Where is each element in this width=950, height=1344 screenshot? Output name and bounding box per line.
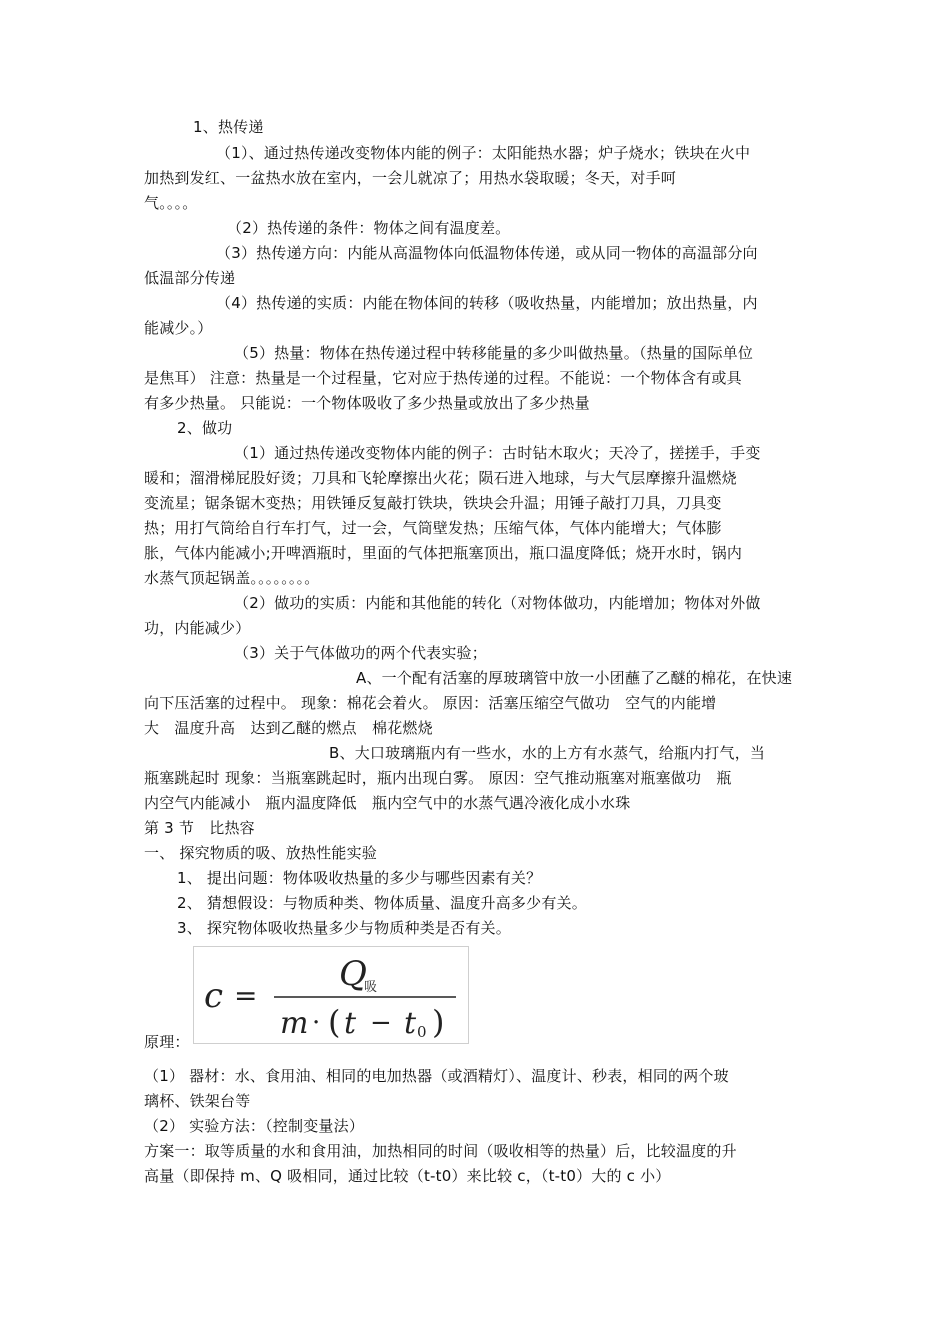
formula-numerator-sub: 吸 <box>364 980 378 995</box>
text-line: 低温部分传递 <box>144 269 236 287</box>
formula-den-minus: − <box>370 1008 392 1038</box>
formula-den-t0: t <box>404 1006 417 1041</box>
text-line: （2）做功的实质：内能和其他能的转化（对物体做功，内能增加；物体对外做 <box>234 594 761 612</box>
formula-numerator: Q <box>339 954 367 994</box>
text-line: 加热到发红、一盆热水放在室内，一会儿就凉了；用热水袋取暖；冬天，对手呵 <box>144 169 677 187</box>
text-line: 胀，气体内能减小;开啤酒瓶时，里面的气体把瓶塞顶出，瓶口温度降低；烧开水时，锅内 <box>144 544 743 562</box>
text-line: （1）、通过热传递改变物体内能的例子：太阳能热水器；炉子烧水；铁块在火中 <box>216 144 751 162</box>
formula-image <box>193 946 469 1044</box>
text-line: （3）关于气体做功的两个代表实验； <box>234 644 487 662</box>
text-line: 是焦耳） 注意：热量是一个过程量，它对应于热传递的过程。不能说：一个物体含有或具 <box>144 369 742 387</box>
text-line: 大 温度升高 达到乙醚的燃点 棉花燃烧 <box>144 719 433 737</box>
text-line: 气。。。。 <box>144 194 198 212</box>
text-line: （2）热传递的条件：物体之间有温度差。 <box>227 219 511 237</box>
text-line: B、大口玻璃瓶内有一些水，水的上方有水蒸气，给瓶内打气，当 <box>329 744 766 762</box>
text-line: （1） 器材：水、食用油、相同的电加热器（或酒精灯）、温度计、秒表，相同的两个玻 <box>144 1067 729 1085</box>
text-line: 功，内能减少） <box>144 619 251 637</box>
formula-den-open-paren: ( <box>328 1003 341 1041</box>
formula-den-close-paren: ) <box>432 1003 445 1041</box>
text-line: 2、 猜想假设：与物质种类、物体质量、温度升高多少有关。 <box>177 894 587 912</box>
text-line: 能减少。） <box>144 319 213 337</box>
text-line: 原理： <box>144 1033 190 1051</box>
text-line: 变流星；锯条锯木变热；用铁锤反复敲打铁块，铁块会升温；用锤子敲打刀具，刀具变 <box>144 494 722 512</box>
formula-den-dot: · <box>312 1008 321 1038</box>
text-line: 方案一：取等质量的水和食用油，加热相同的时间（吸收相等的热量）后，比较温度的升 <box>144 1142 737 1160</box>
text-line: （5）热量：物体在热传递过程中转移能量的多少叫做热量。（热量的国际单位 <box>234 344 754 362</box>
section-heading: 第 3 节 比热容 <box>144 819 255 837</box>
text-line: （2） 实验方法：（控制变量法） <box>144 1117 365 1135</box>
text-line: 高量（即保持 m、Q 吸相同，通过比较（t-t0）来比较 c，（t-t0）大的 c 小） <box>144 1167 671 1185</box>
text-line: （1）通过热传递改变物体内能的例子：古时钻木取火；天冷了，搓搓手，手变 <box>234 444 761 462</box>
text-line: （4）热传递的实质：内能在物体间的转移（吸收热量，内能增加；放出热量，内 <box>216 294 758 312</box>
text-line: 内空气内能减小 瓶内温度降低 瓶内空气中的水蒸气遇冷液化成小水珠 <box>144 794 631 812</box>
text-line: 向下压活塞的过程中。 现象：棉花会着火。 原因：活塞压缩空气做功 空气的内能增 <box>144 694 717 712</box>
text-line: 瓶塞跳起时 现象：当瓶塞跳起时，瓶内出现白雾。 原因：空气推动瓶塞对瓶塞做功 瓶 <box>144 769 732 787</box>
text-line: 1、 提出问题：物体吸收热量的多少与哪些因素有关？ <box>177 869 542 887</box>
specific-heat-formula <box>194 947 468 1043</box>
formula-den-t0-sub: 0 <box>417 1023 427 1041</box>
text-line: 2、做功 <box>177 419 233 437</box>
text-line: 1、热传递 <box>193 118 264 136</box>
formula-equals: = <box>234 979 258 1012</box>
text-line: 3、 探究物体吸收热量多少与物质种类是否有关。 <box>177 919 511 937</box>
text-line: 水蒸气顶起锅盖。。。。。。。。 <box>144 569 320 587</box>
formula-den-m: m <box>280 1006 309 1041</box>
text-line: 有多少热量。 只能说：一个物体吸收了多少热量或放出了多少热量 <box>144 394 590 412</box>
text-line: A、一个配有活塞的厚玻璃管中放一小团蘸了乙醚的棉花，在快速 <box>356 669 793 687</box>
text-line: 暖和；溜滑梯屁股好烫；刀具和飞轮摩擦出火花；陨石进入地球，与大气层摩擦升温燃烧 <box>144 469 737 487</box>
text-line: （3）热传递方向：内能从高温物体向低温物体传递，或从同一物体的高温部分向 <box>216 244 758 262</box>
section-heading: 一、 探究物质的吸、放热性能实验 <box>144 844 377 862</box>
formula-den-t: t <box>344 1006 357 1041</box>
formula-lhs: c <box>204 976 224 1016</box>
text-line: 热；用打气筒给自行车打气，过一会，气筒壁发热；压缩气体，气体内能增大；气体膨 <box>144 519 722 537</box>
text-line: 璃杯、铁架台等 <box>144 1092 251 1110</box>
